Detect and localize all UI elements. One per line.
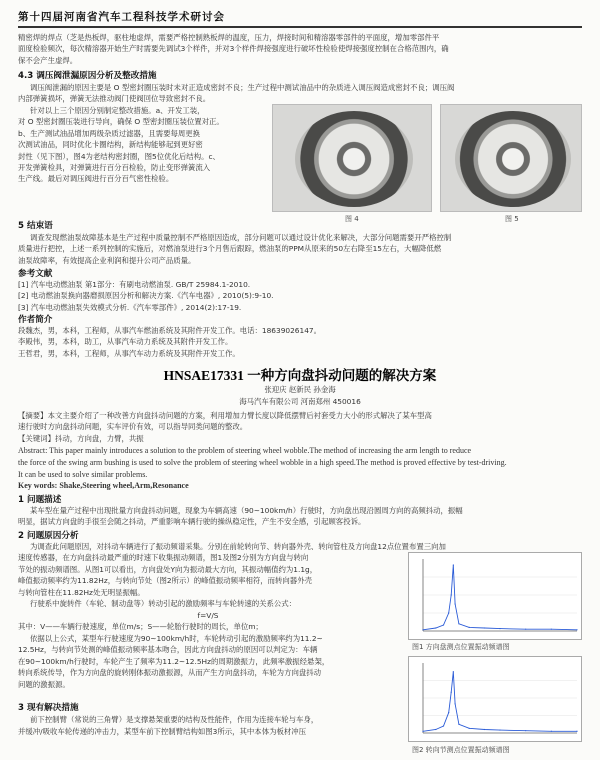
text-line: 速度传感器，在方向盘抖动最严重的时速下收集振动频谱，图1及图2分别为方向盘与转向 xyxy=(18,553,309,562)
text-line: 前下控制臂（常说的三角臂）是支撑悬架重要的结构及性能件，作用为连接车轮与车身， xyxy=(30,715,319,724)
text-line: 在90~100km/h行驶时，车轮产生了频率为11.2~12.5Hz的周期激振力，此频率激振经悬架， xyxy=(18,656,330,666)
text-line: 对 O 型密封圈压装进行导向，确保 O 型密封圈压装位置对正。 xyxy=(18,117,224,127)
text-line: 生产线。最后对调压阀进行百分百气密性检验。 xyxy=(18,174,174,184)
text-line: 【摘要】本文主要介绍了一种改善方向盘抖动问题的方案，利用增加力臂长度以降低摆臂后衬套受力大小的形式解决了某车型高 xyxy=(18,411,432,420)
section-4-3-column xyxy=(18,105,268,185)
chart-data-point xyxy=(454,603,455,604)
section-4-3-heading: 4.3 调压阀泄漏原因分析及整改措施 xyxy=(18,71,157,81)
text-line: 开发弹簧检具，对弹簧进行百分百检验，防止变形弹簧流入 xyxy=(18,163,211,173)
chart-data-point xyxy=(435,627,436,628)
figure-1-spectrum-chart xyxy=(408,552,582,640)
text-line: 为调查此问题原因，对抖动车辆进行了振动频谱采集。分别在前轮转向节、转向器外壳、转向管柱及方向盘12点位置布置三向加 xyxy=(30,542,446,551)
chart-data-point xyxy=(451,594,452,595)
section-2-body xyxy=(18,552,398,690)
journal-header xyxy=(18,8,582,28)
chart-data-point xyxy=(458,623,459,624)
text-line: 调查发现燃油泵故障基本是生产过程中质量控制不严格原因造成，部分问题可以通过设计优化来解决，大部分问题需要开严格控制 xyxy=(30,233,452,242)
text-line: 峰值振动频率约为11.82Hz，与转向节处（图2所示）的峰值振动频率相符，而转向器外壳 xyxy=(18,576,312,585)
chart-data-point xyxy=(576,629,577,630)
formula: f=V/S xyxy=(197,610,219,620)
chart-data-point xyxy=(435,729,436,730)
chart-data-point xyxy=(453,564,454,565)
reference-item: [3] 汽车电动燃油泵失效模式分析.《汽车零部件》, 2014(2):17-19. xyxy=(18,302,242,312)
references-heading: 参考文献 xyxy=(18,269,53,279)
chart-data-point xyxy=(469,627,470,628)
header-title: 第十四届河南省汽车工程科技学术研讨会 xyxy=(18,11,225,23)
text-line: 保不会产生虚焊。 xyxy=(18,55,78,65)
author-intro-item: 王哲君，男，本科，工程师，从事汽车动力系统及其附件开发工作。 xyxy=(18,348,240,358)
new-seal-part-image xyxy=(455,111,571,207)
figure-5-photo xyxy=(440,104,582,212)
text-line: 节处的振动频谱图。从图1可以看出，方向盘处Y向为振动最大方向，其振动幅值约为1.1g， xyxy=(18,564,318,574)
section-3-heading: 3 现有解决措施 xyxy=(18,703,79,713)
chart-data-point xyxy=(469,728,470,729)
text-line: 行驶系中旋转件（车轮、制动盘等）转动引起的激励频率与车轮转速的关系公式： xyxy=(30,599,297,608)
text-line: 油泵故障率，有效提高企业利润和提升公司产品质量。 xyxy=(18,255,196,265)
references-list xyxy=(18,279,582,313)
section-3-body xyxy=(18,714,398,737)
chart-data-point xyxy=(484,627,485,628)
reference-item: [1] 汽车电动燃油泵 第1部分：有刷电动燃油泵. GB/T 25984.1-2010. xyxy=(18,280,251,289)
section-5-body xyxy=(18,232,582,266)
section-2-intro xyxy=(18,541,582,552)
chart-data-point xyxy=(451,692,452,693)
text-line: 转向系统传导，作为方向盘的旋转刚体振动激振源，从而产生方向盘抖动，车轮为方向盘抖动 xyxy=(18,668,322,677)
text-line: the force of the swing arm bushing is used to solve the problem of steering wheel wobble in a high speed.The method is proved effective by test-driving. xyxy=(18,457,507,467)
text-line: 面度检验频次，每次精溶器开始生产时需要先调试3个样件，并对3个样件焊接强度进行破坏性检验使焊接强度控制在合格范围内，确 xyxy=(18,44,449,54)
text-line: 针对以上三个原因分别制定整改措施。a、开发工装， xyxy=(30,106,205,115)
text-line: 某车型在量产过程中出现批量方向盘抖动问题，现象为车辆高速（90~100km/h）行驶时，方向盘出现沿圆周方向的高频抖动，振幅 xyxy=(30,506,463,515)
chart-data-point xyxy=(576,731,577,732)
chart-data-point xyxy=(551,731,552,732)
text-line: 依据以上公式，某型车行驶速度为90~100km/h时，车轮转动引起的激励频率约为11.2~ xyxy=(30,633,323,643)
figure-2-caption: 图2 转向节测点位置振动频谱图 xyxy=(412,746,510,754)
chart-data-point xyxy=(443,725,444,726)
figure-2-spectrum-chart xyxy=(408,656,582,742)
text-line: 速行驶时方向盘抖动问题，实车评价有效，可以指导同类问题的整改。 xyxy=(18,422,248,432)
text-line: 12.5Hz，与转向节处测的峰值振动频率基本吻合，因此方向盘抖动的原因可以判定为：车辆 xyxy=(18,645,318,654)
old-seal-part-image xyxy=(295,111,413,207)
text-line: 其中：V——车辆行驶速度，单位m/s；S——轮胎行驶时的周长，单位m； xyxy=(18,622,263,631)
abstract-cn xyxy=(18,410,582,444)
text-line: 质量进行把控，上述一系列控制的实施后，对燃油泵进行3个月售后跟踪，燃油泵的PPM从原来的50左右降至15左右，大幅降低燃 xyxy=(18,244,442,254)
text-line: 问题的激振源。 xyxy=(18,679,70,689)
reference-item: [2] 电动燃油泵换向器磨损原因分析和解决方案.《汽车电器》, 2010(5):9-10. xyxy=(18,291,274,301)
chart-series-line xyxy=(423,565,577,630)
paper-affiliation: 海马汽车有限公司 河南郑州 450016 xyxy=(239,397,361,406)
section-1-heading: 1 问题描述 xyxy=(18,495,62,505)
figure-4-caption: 图 4 xyxy=(345,215,359,223)
chart-data-point xyxy=(454,703,455,704)
text-line: 与转向管柱在11.82Hz处无明显振幅。 xyxy=(18,587,145,597)
paper-authors: 张迎庆 赵新民 孙金海 xyxy=(264,385,336,394)
text-line: Abstract: This paper mainly introduces a solution to the problem of steering wheel wobble.The method of increasing the arm length to reduce xyxy=(18,446,472,455)
section-4-3-full xyxy=(18,82,582,105)
chart-data-point xyxy=(448,712,449,713)
chart-data-point xyxy=(551,629,552,630)
paper-title: HNSAE17331 一种方向盘抖动问题的解决方案 xyxy=(163,368,437,383)
text-line: 明显，据试方向盘的手很至会随之抖动，严重影响车辆行驶的操纵稳定性，产生不安全感，引起顾客投诉。 xyxy=(18,517,366,527)
chart-data-point xyxy=(525,629,526,630)
chart-data-point xyxy=(458,724,459,725)
figure-1-caption: 图1 方向盘测点位置振动频谱图 xyxy=(412,643,510,651)
author-intro-heading: 作者简介 xyxy=(18,315,53,325)
text-line: 内部弹簧损坏，弹簧无法推动阀门使阀回位导致密封不良。 xyxy=(18,94,211,104)
text-line: 精密焊的焊点（芝是热板焊，驱柱地虚焊，需要严格控制熟板焊的温度，压力，焊接时间和精溶器零部件的平面度，增加零部件平 xyxy=(18,33,440,42)
chart-data-point xyxy=(448,612,449,613)
text-line: 【关键词】抖动，方向盘，力臂，共振 xyxy=(18,433,144,443)
chart-data-point xyxy=(484,729,485,730)
chart-data-point xyxy=(499,729,500,730)
author-intro-item: 李殿伟，男，本科，助工，从事汽车动力系统及其附件开发工作。 xyxy=(18,337,233,347)
section-2-heading: 2 问题原因分析 xyxy=(18,531,79,541)
text-line: b、生产测试油品增加两级杂质过滤器，且需要每周更换 xyxy=(18,128,201,138)
abstract-en xyxy=(18,445,582,492)
section-5-heading: 5 结束语 xyxy=(18,221,53,231)
chart-data-point xyxy=(525,730,526,731)
chart-data-point xyxy=(453,671,454,672)
text-line: 调压阀泄漏的原因主要是 O 型密封圈压装时未对正造成密封不良；生产过程中测试油品中的杂质进入调压阀造成密封不良；调压阀 xyxy=(30,83,455,92)
top-paragraph xyxy=(18,32,582,66)
chart-data-point xyxy=(443,624,444,625)
text-line: 封性（见下图），图4为老结构密封圈，图5位优化后结构。c、 xyxy=(18,151,220,161)
author-intro-item: 段魏杰，男，本科，工程师，从事汽车燃油系统及其附件开发工作。电话：18639026147。 xyxy=(18,326,322,335)
text-line: 次测试油品，同时优化卡圈结构，新结构能够起到更好密 xyxy=(18,140,203,150)
figure-4-photo xyxy=(272,104,432,212)
author-intro-list xyxy=(18,325,582,359)
keywords-en: Key words: Shake,Steering wheel,Arm,Resonance xyxy=(18,481,189,491)
chart-data-point xyxy=(422,731,423,732)
chart-data-point xyxy=(499,628,500,629)
text-line: It can be used to solve similar problems. xyxy=(18,469,148,479)
figure-5-caption: 图 5 xyxy=(505,215,519,223)
chart-data-point xyxy=(422,629,423,630)
section-1-body xyxy=(18,505,582,528)
text-line: 并缓冲/吸收车轮传递的冲击力，某型车前下控制臂结构如图3所示，其中本体为板材冲压 xyxy=(18,726,307,736)
